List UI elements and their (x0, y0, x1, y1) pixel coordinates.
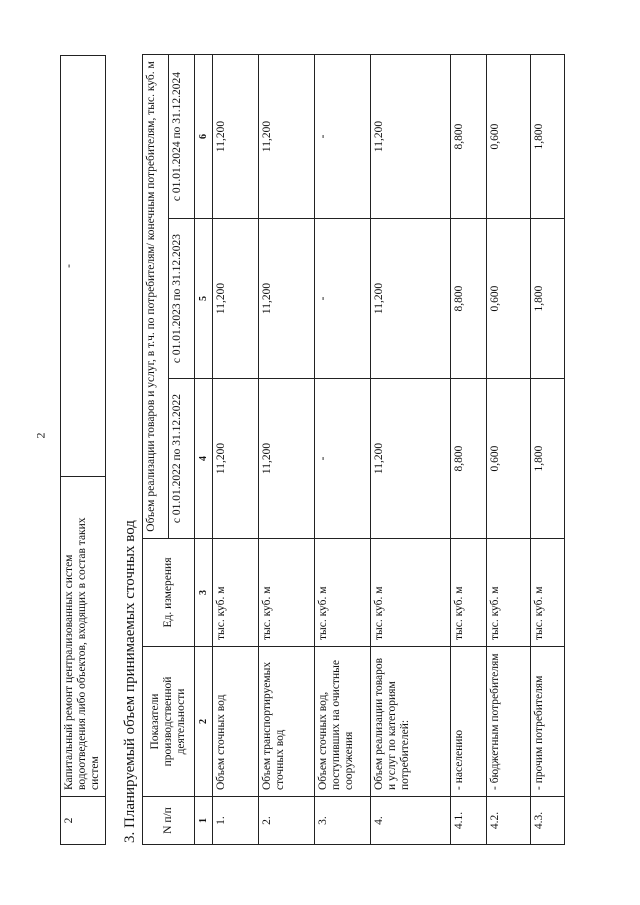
row-unit: тыс. куб. м (371, 539, 451, 647)
row-value: 11,200 (259, 219, 315, 379)
row-number: 2. (259, 797, 315, 845)
row-value: 11,200 (213, 219, 259, 379)
row-value: - (315, 55, 371, 219)
row-indicator: - бюджетным потребителям (487, 647, 531, 797)
row-indicator: Объем реализации товаров и услуг по категориям потребителей: (371, 647, 451, 797)
row-value: 0,600 (487, 219, 531, 379)
row-unit: тыс. куб. м (213, 539, 259, 647)
column-number: 4 (195, 379, 213, 539)
row-number: 1. (213, 797, 259, 845)
row-indicator: - прочим потребителям (531, 647, 565, 797)
header-period: с 01.01.2023 по 31.12.2023 (169, 219, 195, 379)
header-num: N п/п (143, 797, 195, 845)
column-number: 3 (195, 539, 213, 647)
row-unit: тыс. куб. м (315, 539, 371, 647)
table-row (315, 55, 371, 845)
row-value: 11,200 (259, 379, 315, 539)
table-row (531, 55, 565, 845)
table-row (451, 55, 487, 845)
row-value: 11,200 (371, 379, 451, 539)
row-value: - (315, 219, 371, 379)
row-number: 4.2. (487, 797, 531, 845)
table-row (487, 55, 531, 845)
row-value: - (315, 379, 371, 539)
row-number: 4.3. (531, 797, 565, 845)
row-indicator: Объем сточных вод, поступивших на очистные сооружения (315, 647, 371, 797)
row-unit: тыс. куб. м (451, 539, 487, 647)
rotated-page-content (60, 55, 575, 845)
row-number: 4. (371, 797, 451, 845)
column-number: 6 (195, 55, 213, 219)
row-value: 11,200 (259, 55, 315, 219)
row-value: 8,800 (451, 379, 487, 539)
row-indicator: Объем сточных вод (213, 647, 259, 797)
row-value: 0,600 (487, 55, 531, 219)
column-numbers-row (195, 55, 213, 845)
row-value: 1,800 (531, 379, 565, 539)
row-number: 3. (315, 797, 371, 845)
row-unit: тыс. куб. м (531, 539, 565, 647)
row-number: 2 (61, 797, 106, 845)
row-value: 11,200 (213, 379, 259, 539)
wastewater-volume-table (142, 54, 565, 845)
row-value: 8,800 (451, 55, 487, 219)
row-unit: тыс. куб. м (259, 539, 315, 647)
column-number: 2 (195, 647, 213, 797)
page-number: 2 (33, 432, 48, 439)
previous-table-fragment (60, 55, 106, 845)
row-value: 11,200 (371, 55, 451, 219)
header-unit: Ед. измерения (143, 539, 195, 647)
row-value: - (61, 56, 106, 477)
row-description: Капитальный ремонт централизованных систем водоотведения либо объектов, входящих в состав таких систем (61, 477, 106, 797)
column-number: 1 (195, 797, 213, 845)
table-row (61, 56, 106, 845)
row-number: 4.1. (451, 797, 487, 845)
row-value: 1,800 (531, 219, 565, 379)
row-unit: тыс. куб. м (487, 539, 531, 647)
table-row (259, 55, 315, 845)
row-indicator: - населению (451, 647, 487, 797)
header-period: с 01.01.2022 по 31.12.2022 (169, 379, 195, 539)
header-volume: Объем реализации товаров и услуг, в т.ч. по потребителям/ конечным потребителям, тыс. куб. м (143, 55, 169, 539)
column-number: 5 (195, 219, 213, 379)
header-period: с 01.01.2024 по 31.12.2024 (169, 55, 195, 219)
header-indicator: Показатели производственной деятельности (143, 647, 195, 797)
header-row (143, 55, 169, 845)
table-row (371, 55, 451, 845)
row-value: 8,800 (451, 219, 487, 379)
row-value: 11,200 (371, 219, 451, 379)
table-row (213, 55, 259, 845)
row-value: 1,800 (531, 55, 565, 219)
section-title: 3. Планируемый объем принимаемых сточных вод (122, 520, 138, 843)
row-value: 0,600 (487, 379, 531, 539)
row-value: 11,200 (213, 55, 259, 219)
row-indicator: Объем транспортируемых сточных вод (259, 647, 315, 797)
